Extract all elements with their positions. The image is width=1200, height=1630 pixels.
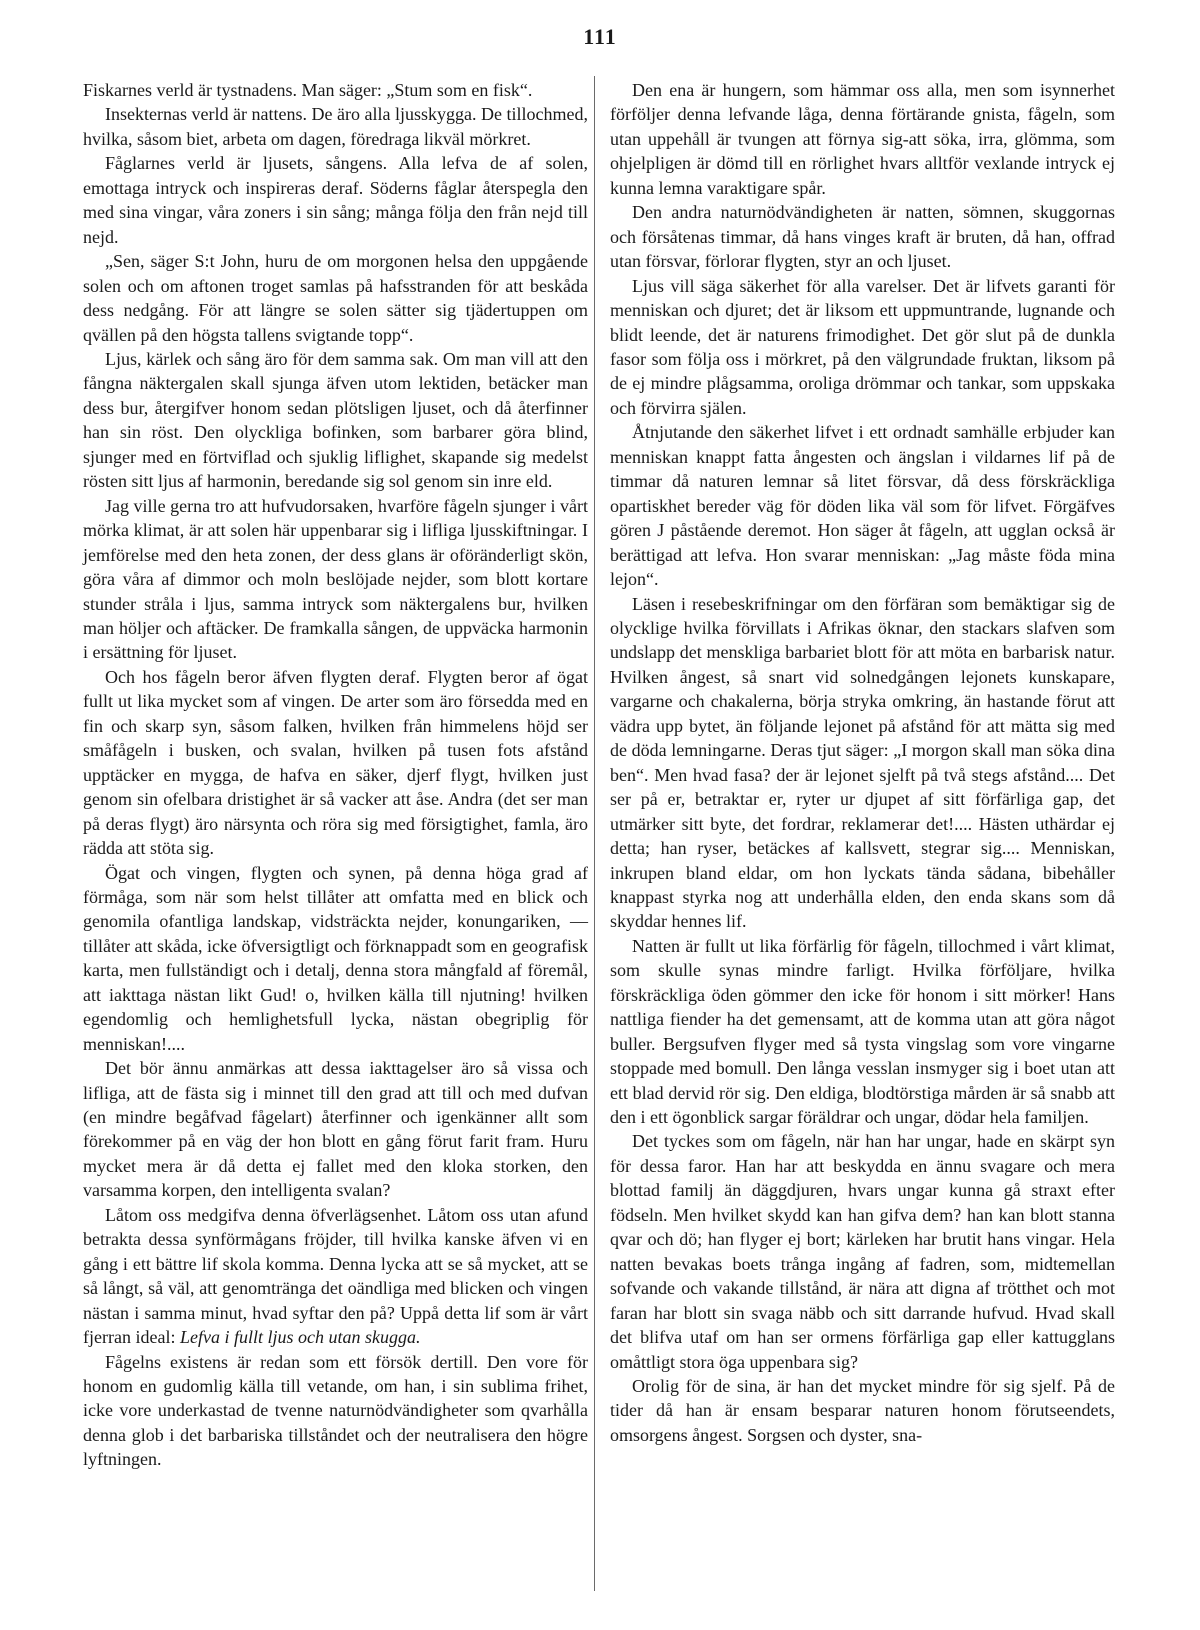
- paragraph: Åtnjutande den säkerhet lifvet i ett ordnadt samhälle erbjuder kan menniskan knappt fatta ångesten och ängslan i vildarnes lif på de timmar då naturen lemnar så litet försvar, då dess förskräckliga opartiskhet bereder väg för döden lika väl som för lifvet. Förgäfves gören J påstående deremot. Hon säger åt fågeln, att ugglan också är berättigad att lefva. Hon svarar menniskan: „Jag måste föda mina lejon“.: [610, 422, 1115, 590]
- column-divider: [594, 76, 595, 1591]
- paragraph: Natten är fullt ut lika förfärlig för fågeln, tillochmed i vårt klimat, som skulle synas mindre farligt. Hvilka förföljare, hvilka förskräckliga öden gömmer den icke för honom i sitt mörker! Hans nattliga fiender ha det gemensamt, att de komma utan att göra något buller. Bergsufven flyger med så tysta vingslag som vore vingarne stoppade med bomull. Den långa vesslan insmyger sig i boet utan att ett blad dervid rör sig. Den eldiga, blodtörstiga mården är så snabb att den i ett ögonblick sargar föräldrar och ungar, dödar hela familjen.: [610, 935, 1115, 1128]
- paragraph: Och hos fågeln beror äfven flygten deraf. Flygten beror af ögat fullt ut lika mycket som af vingen. De arter som äro försedda med en fin och skarp syn, såsom falken, hvilken från himmelens höjd ser småfågeln i busken, och svalan, hvilken på tusen fots afstånd upptäcker en mygga, de hafva en säker, djerf flygt, hvilken just genom sin ofelbara dristighet är så vacker att åse. Andra (det ser man på deras flygt) äro närsynta och röra sig med försigtighet, famla, äro rädda att stöta sig.: [83, 666, 588, 859]
- paragraph: Ögat och vingen, flygten och synen, på denna höga grad af förmåga, som när som helst tillåter att omfatta med en blick och genomila ofantliga landskap, vidsträckta nejder, konungariken, — tillåter att skåda, icke öfversigtligt och förknappadt som en geografisk karta, men fullständigt och i detalj, denna stora mångfald af föremål, att iakttaga nästan likt Gud! o, hvilken källa till njutning! hvilken egendomlig och hemlighetsfull lycka, nästan obegriplig för menniskan!....: [83, 862, 588, 1054]
- paragraph: Den ena är hungern, som hämmar oss alla, men som isynnerhet förföljer denna lefvande låga, denna förtärande gnista, fågeln, som utan uppehåll är tvungen att förnya sig-att söka, irra, glömma, som ohjelpligen är dömd till en rörlighet hvars alltför vexlande intryck ej kunna lemna varaktigare spår.: [610, 80, 1115, 198]
- paragraph: Insekternas verld är nattens. De äro alla ljusskygga. De tillochmed, hvilka, såsom biet, arbeta om dagen, föredraga likväl mörkret.: [83, 104, 588, 149]
- paragraph-with-italic: [83, 1203, 588, 1350]
- paragraph: Fågelns existens är redan som ett försök dertill. Den vore för honom en gudomlig källa till vetande, om han, i sin sublima frihet, icke vore underkastad de tvenne naturnödvändigheter som qvarhålla denna glob i det barbariska tillståndet och der neutralisera den högre lyftningen.: [83, 1351, 588, 1470]
- right-column: [610, 78, 1115, 1447]
- paragraph: Orolig för de sina, är han det mycket mindre för sig sjelf. På de tider då han är ensam besparar naturen honom förutseendets, omsorgens ångest. Sorgsen och dyster, sna-: [610, 1376, 1115, 1445]
- paragraph: Ljus, kärlek och sång äro för dem samma sak. Om man vill att den fångna näktergalen skall sjunga äfven utom lektiden, betäcker man dess bur, återgifver honom sedan plötsligen ljuset, och då återfinner han sin röst. Den olyckliga bofinken, som barbarer göra blind, sjunger med en förtviflad och sjuklig liflighet, skapande sig medelst rösten sitt ljus af harmonin, beredande sig sol genom sin inre eld.: [83, 348, 588, 492]
- paragraph: Det bör ännu anmärkas att dessa iakttagelser äro så vissa och lifliga, att de fästa sig i minnet till den grad att till och med dufvan (en mindre begåfvad fågelart) återfinner och igenkänner allt som förekommer på en väg der hon blott en gång förut farit fram. Huru mycket mera är då detta ej fallet med den kloka storken, den varsamma korpen, den intelligenta svalan?: [83, 1058, 588, 1201]
- page-number: 111: [583, 24, 617, 49]
- paragraph: „Sen, säger S:t John, huru de om morgonen helsa den uppgående solen och om aftonen troget samlas på hafsstranden för att beskåda dess nedgång. För att längre se solen sätter sig tjädertuppen om qvällen på den högsta tallens svigtande topp“.: [83, 251, 588, 345]
- paragraph: Fiskarnes verld är tystnadens. Man säger: „Stum som en fisk“.: [83, 80, 533, 100]
- left-column: [83, 78, 588, 1472]
- paragraph: Den andra naturnödvändigheten är natten, sömnen, skuggornas och försåtenas timmar, då hans vinges kraft är bruten, då han, offrad utan försvar, förlorar flygten, styr an och ljuset.: [610, 202, 1115, 272]
- paragraph: Jag ville gerna tro att hufvudorsaken, hvarföre fågeln sjunger i vårt mörka klimat, är att solen här uppenbarar sig i lifliga ljusskiftningar. I jemförelse med den heta zonen, der dess glans är oföränderligt skön, göra våra af dimmor och moln beslöjade nejder, som blott kortare stunder stråla i ljus, samma intryck som näktergalens bur, hvilken man höljer och aftäcker. De framkalla sången, de uppväcka harmonin i ersättning för ljuset.: [83, 495, 588, 663]
- paragraph: Läsen i resebeskrifningar om den förfäran som bemäktigar sig de olycklige hvilka förvillats i Afrikas öknar, den stackars slafven som undslapp det menskliga barbariet blott för att möta en barbarisk natur. Hvilken ångest, så snart vid solnedgången lejonets kunskapare, vargarne och chakalerna, börja stryka omkring, än hastande förut att vädra upp bytet, än följande lejonet på afstånd för att mätta sig med de döda lemningarne. Deras tjut säger: „I morgon skall man söka dina ben“. Men hvad fasa? der är lejonet sjelft på två stegs afstånd.... Det ser på er, betraktar er, ryter ur djupet af sitt förfärliga gap, det utmärker sitt byte, det fordrar, reklamerar det!.... Hästen uthärdar ej detta; han ryser, betäckes af kallsvett, stegrar sig.... Menniskan, inkrupen bland eldar, om hon lyckats tända sådana, bibehåller knappast styrka nog att underhålla elden, den enda skans som då skyddar hennes lif.: [610, 593, 1115, 932]
- paragraph: Ljus vill säga säkerhet för alla varelser. Det är lifvets garanti för menniskan och djuret; det är liksom ett uppmuntrande, lugnande och blidt leende, det är naturens frimodighet. Det gör slut på de dunkla fasor som följa oss i mörkret, på den välgrundade fruktan, liksom på de ej mindre plågsamma, oroliga drömmar och tankar, som uppskaka och förvirra själen.: [610, 275, 1115, 418]
- paragraph: Det tyckes som om fågeln, när han har ungar, hade en skärpt syn för dessa faror. Han har att beskydda en ännu svagare och mera blottad familj än däggdjuren, hvars ungar kunna gå straxt efter födseln. Men hvilket skydd kan han gifva dem? han kan blott stanna qvar och dö; han flyger ej bort; kärleken har brutit hans vingar. Hela natten bevakas boets trånga ingång af fadren, som, midtemellan sofvande och vakande tillstånd, är nära att digna af trötthet och mot faran har blott sin svaga näbb och sitt darrande hufvud. Hvad skall det blifva utaf om han ser ormens förfärliga gap eller kattugglans omåttligt stora öga uppenbara sig?: [610, 1131, 1115, 1372]
- paragraph-text: Låtom oss medgifva denna öfverlägsenhet. Låtom oss utan afund betrakta dessa synförmågans fröjder, till hvilka kanske äfven vi en gång i ett bättre lif skola komma. Denna lycka att se så mycket, att se så långt, så väl, att genomtränga det oändliga med blicken och vingen nästan i samma minut, hvad syftar den på? Uppå detta lif som är vårt fjerran ideal:: [83, 1204, 588, 1348]
- italic-ideal-phrase: Lefva i fullt ljus och utan skugga.: [179, 1327, 421, 1348]
- paragraph: Fåglarnes verld är ljusets, sångens. Alla lefva de af solen, emottaga intryck och inspireras deraf. Söderns fåglar återspegla den med sina vingar, våra zoners i sin sång; många följa den från nejd till nejd.: [83, 153, 588, 247]
